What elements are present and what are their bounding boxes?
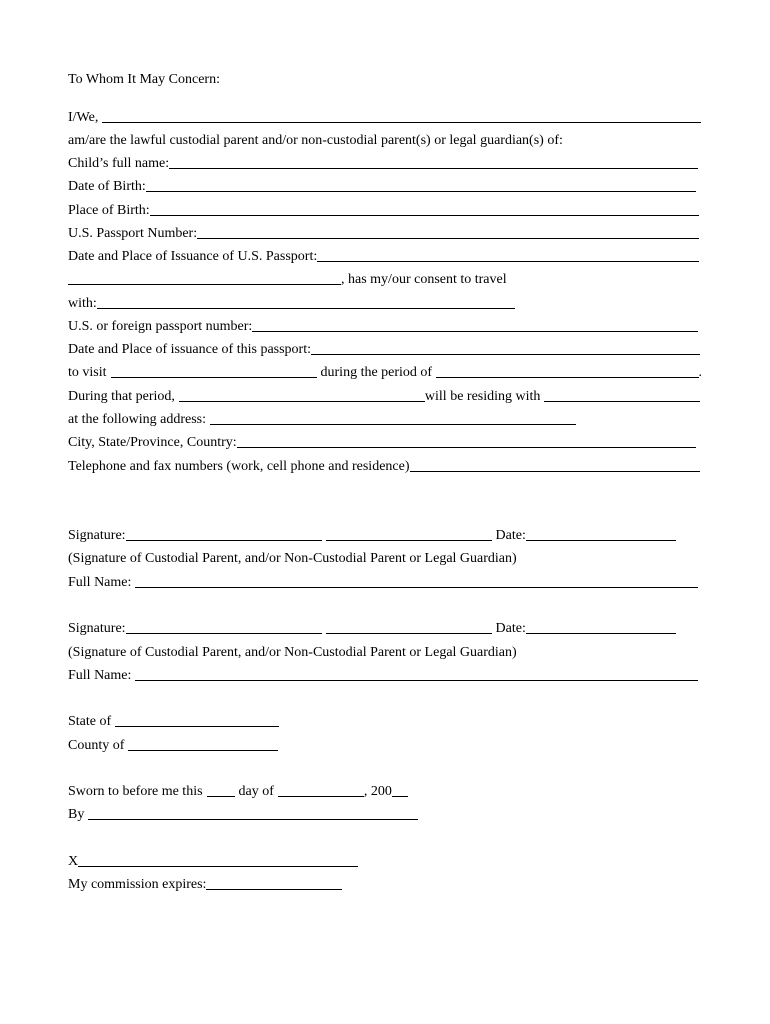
signature-field-1b[interactable] xyxy=(326,526,492,541)
visit-destination-field[interactable] xyxy=(111,363,317,378)
signature-caption-line-2 xyxy=(68,641,517,661)
date-field-2[interactable] xyxy=(526,619,676,634)
address-line xyxy=(68,408,576,428)
passport-issuance-field[interactable] xyxy=(311,340,700,355)
sworn-line xyxy=(68,780,408,800)
by-label: By xyxy=(68,807,85,822)
residing-with-label: will be residing with xyxy=(424,389,541,404)
address-label: at the following address: xyxy=(68,412,207,427)
pob-label: Place of Birth: xyxy=(68,203,150,218)
signature-caption-1: (Signature of Custodial Parent, and/or Non-Custodial Parent or Legal Guardian) xyxy=(68,551,517,566)
us-passport-field[interactable] xyxy=(197,224,699,239)
notary-signature-field[interactable] xyxy=(78,852,358,867)
full-name-field-1[interactable] xyxy=(135,573,698,588)
dob-label: Date of Birth: xyxy=(68,179,146,194)
county-field[interactable] xyxy=(128,736,278,751)
date-label-1: Date: xyxy=(495,528,526,543)
foreign-passport-label: U.S. or foreign passport number: xyxy=(68,319,253,334)
traveler-name-field[interactable] xyxy=(68,270,341,285)
date-field-1[interactable] xyxy=(526,526,676,541)
residing-with-field[interactable] xyxy=(544,387,700,402)
pob-field[interactable] xyxy=(150,201,699,216)
passport-issuance-line xyxy=(68,338,700,358)
telephone-field[interactable] xyxy=(410,457,701,472)
signature-caption-2: (Signature of Custodial Parent, and/or Non-Custodial Parent or Legal Guardian) xyxy=(68,645,517,660)
x-label: X xyxy=(68,854,79,869)
period-field[interactable] xyxy=(436,363,698,378)
county-label: County of xyxy=(68,738,125,753)
during-that-period-label: During that period, xyxy=(68,389,175,404)
signature-line-1 xyxy=(68,524,676,544)
x-line xyxy=(68,850,358,870)
sworn-prefix: Sworn to before me this xyxy=(68,784,203,799)
city-label: City, State/Province, Country: xyxy=(68,435,237,450)
pob-line xyxy=(68,199,699,219)
signature-line-2 xyxy=(68,617,676,637)
dob-field[interactable] xyxy=(146,177,696,192)
salutation: To Whom It May Concern: xyxy=(68,72,220,87)
state-line xyxy=(68,710,279,730)
full-name-line-2 xyxy=(68,664,698,684)
salutation-line xyxy=(68,68,220,88)
telephone-line xyxy=(68,455,700,475)
with-field[interactable] xyxy=(97,294,515,309)
residing-line xyxy=(68,385,700,405)
sworn-day-field[interactable] xyxy=(207,782,235,797)
by-field[interactable] xyxy=(88,805,418,820)
full-name-line-1 xyxy=(68,571,698,591)
signature-label-2: Signature: xyxy=(68,621,126,636)
us-passport-issuance-field[interactable] xyxy=(317,247,699,262)
consent-text: , has my/our consent to travel xyxy=(341,272,507,287)
by-line xyxy=(68,803,418,823)
passport-issuance-label: Date and Place of issuance of this passport: xyxy=(68,342,311,357)
city-field[interactable] xyxy=(237,433,696,448)
full-name-field-2[interactable] xyxy=(135,666,698,681)
us-passport-issuance-label: Date and Place of Issuance of U.S. Passport: xyxy=(68,249,318,264)
city-line xyxy=(68,431,696,451)
us-passport-issuance-line xyxy=(68,245,699,265)
period-end: . xyxy=(698,365,702,380)
parent-statement-line xyxy=(68,129,563,149)
child-during-period-field[interactable] xyxy=(179,387,425,402)
with-line xyxy=(68,292,515,312)
full-name-label-1: Full Name: xyxy=(68,575,132,590)
to-visit-label: to visit xyxy=(68,365,107,380)
commission-label: My commission expires: xyxy=(68,877,207,892)
sworn-year-field[interactable] xyxy=(392,782,408,797)
child-name-label: Child’s full name: xyxy=(68,156,170,171)
foreign-passport-line xyxy=(68,315,698,335)
state-label: State of xyxy=(68,714,112,729)
commission-field[interactable] xyxy=(206,875,342,890)
signature-field-2b[interactable] xyxy=(326,619,492,634)
signature-label-1: Signature: xyxy=(68,528,126,543)
address-field[interactable] xyxy=(210,410,576,425)
sworn-day-label: day of xyxy=(238,784,274,799)
iwe-label: I/We, xyxy=(68,110,99,125)
signature-field-2[interactable] xyxy=(126,619,322,634)
state-field[interactable] xyxy=(115,712,279,727)
visit-line xyxy=(68,361,702,381)
sworn-year-label: , 200 xyxy=(363,784,392,799)
full-name-label-2: Full Name: xyxy=(68,668,132,683)
with-label: with: xyxy=(68,296,97,311)
iwe-field[interactable] xyxy=(102,108,701,123)
consent-line xyxy=(68,268,507,288)
date-label-2: Date: xyxy=(495,621,526,636)
us-passport-line xyxy=(68,222,699,242)
telephone-label: Telephone and fax numbers (work, cell phone and residence) xyxy=(68,459,410,474)
dob-line xyxy=(68,175,696,195)
child-name-line xyxy=(68,152,698,172)
child-name-field[interactable] xyxy=(169,154,698,169)
during-period-label: during the period of xyxy=(320,365,433,380)
iwe-line xyxy=(68,106,701,126)
signature-field-1[interactable] xyxy=(126,526,322,541)
us-passport-label: U.S. Passport Number: xyxy=(68,226,198,241)
foreign-passport-field[interactable] xyxy=(252,317,698,332)
county-line xyxy=(68,734,278,754)
parent-statement: am/are the lawful custodial parent and/or non-custodial parent(s) or legal guardian(s) of: xyxy=(68,133,563,148)
signature-caption-line-1 xyxy=(68,547,517,567)
commission-line xyxy=(68,873,342,893)
sworn-month-field[interactable] xyxy=(278,782,364,797)
